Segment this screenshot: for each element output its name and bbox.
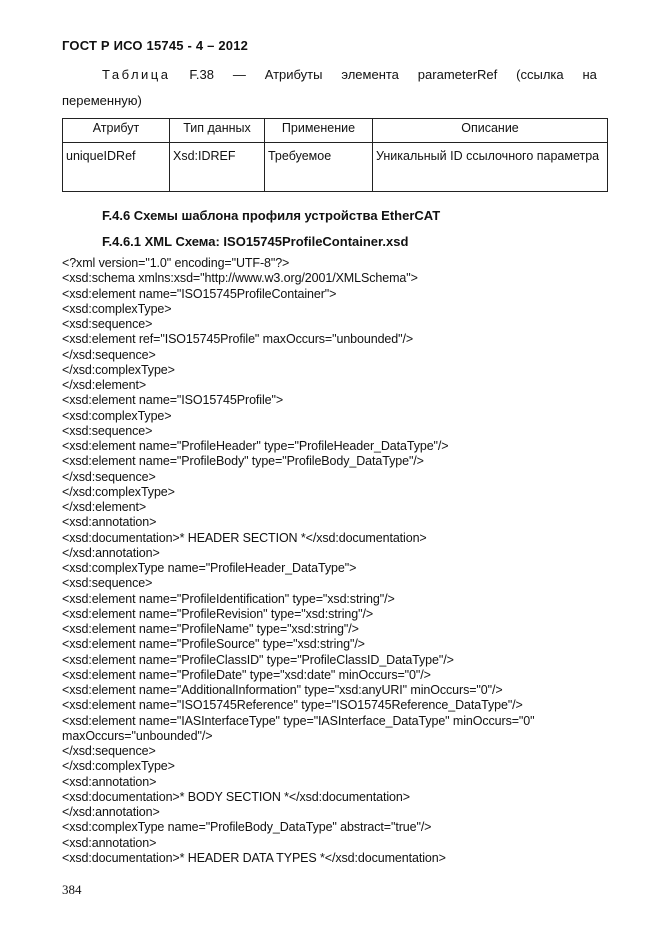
code-line: <xsd:element ref="ISO15745Profile" maxOccurs="unbounded"/> xyxy=(62,332,414,347)
table-row xyxy=(63,143,608,192)
code-line: <xsd:element name="ProfileSource" type="xsd:string"/> xyxy=(62,637,365,652)
table-caption-word: Атрибуты xyxy=(264,67,323,82)
code-line: <xsd:annotation> xyxy=(62,515,157,530)
code-line: </xsd:sequence> xyxy=(62,744,156,758)
code-line: <xsd:annotation> xyxy=(62,835,157,850)
table-caption-label: Таблица xyxy=(102,67,171,82)
code-line: </xsd:complexType> xyxy=(62,362,175,377)
code-line: <xsd:element name="ProfileClassID" type="ProfileClassID_DataType"/> xyxy=(62,652,454,667)
code-line: <xsd:documentation>* HEADER SECTION *</xsd:documentation> xyxy=(62,530,427,545)
code-line: <xsd:element name="ISO15745Reference" type="ISO15745Reference_DataType"/> xyxy=(62,698,523,713)
code-line: </xsd:annotation> xyxy=(62,545,160,560)
code-line: <xsd:sequence> xyxy=(62,317,153,331)
table-caption xyxy=(62,62,597,114)
table-header-cell: Атрибут xyxy=(63,119,170,143)
code-line: <xsd:complexType name="ProfileBody_DataType" abstract="true"/> xyxy=(62,820,432,835)
code-line: <?xml version="1.0" encoding="UTF-8"?> xyxy=(62,256,290,270)
table-caption-word: (ссылка xyxy=(516,67,564,82)
section-heading: F.4.6 Схемы шаблона профиля устройства EtherCAT xyxy=(102,208,441,223)
table-caption-continuation: переменную) xyxy=(62,93,142,108)
table-header-cell: Описание xyxy=(373,119,608,143)
code-line: <xsd:complexType name="ProfileHeader_DataType"> xyxy=(62,561,357,575)
table-caption-line xyxy=(62,62,597,88)
code-line: </xsd:sequence> xyxy=(62,347,156,362)
code-line: <xsd:complexType> xyxy=(62,301,172,316)
table-cell: Требуемое xyxy=(265,143,373,192)
code-line: maxOccurs="unbounded"/> xyxy=(62,728,213,743)
code-line: </xsd:element> xyxy=(62,378,147,392)
code-line: </xsd:complexType> xyxy=(62,484,175,499)
code-line: <xsd:element name="ISO15745Profile"> xyxy=(62,393,284,408)
code-line: <xsd:element name="ProfileName" type="xsd:string"/> xyxy=(62,622,359,636)
code-line: </xsd:element> xyxy=(62,500,147,514)
attribute-table xyxy=(62,118,608,192)
code-line: <xsd:element name="AdditionalInformation" type="xsd:anyURI" minOccurs="0"/> xyxy=(62,683,503,697)
subsection-heading: F.4.6.1 XML Схема: ISO15745ProfileContainer.xsd xyxy=(102,234,409,249)
table-caption-dash: — xyxy=(232,67,246,82)
code-line: <xsd:element name="IASInterfaceType" type="IASInterface_DataType" minOccurs="0" xyxy=(62,713,535,728)
table-header-row xyxy=(63,119,608,143)
code-line: </xsd:sequence> xyxy=(62,469,156,484)
code-line: </xsd:annotation> xyxy=(62,805,160,819)
code-line: <xsd:element name="ProfileHeader" type="ProfileHeader_DataType"/> xyxy=(62,439,449,453)
code-line: <xsd:documentation>* HEADER DATA TYPES *</xsd:documentation> xyxy=(62,850,446,865)
table-caption-number: F.38 xyxy=(189,67,214,82)
code-line: <xsd:annotation> xyxy=(62,774,157,789)
code-line: <xsd:complexType> xyxy=(62,408,172,423)
code-line: <xsd:element name="ProfileDate" type="xsd:date" minOccurs="0"/> xyxy=(62,667,431,682)
table-cell: Уникальный ID ссылочного параметра xyxy=(373,143,608,192)
table-caption-word: элемента xyxy=(341,67,399,82)
table-header-cell: Тип данных xyxy=(170,119,265,143)
table-cell: uniqueIDRef xyxy=(63,143,170,192)
code-line: <xsd:documentation>* BODY SECTION *</xsd:documentation> xyxy=(62,789,410,804)
code-line: <xsd:element name="ProfileBody" type="ProfileBody_DataType"/> xyxy=(62,454,424,469)
table-header-cell: Применение xyxy=(265,119,373,143)
code-line: <xsd:schema xmlns:xsd="http://www.w3.org/2001/XMLSchema"> xyxy=(62,271,418,286)
code-line: <xsd:element name="ProfileRevision" type="xsd:string"/> xyxy=(62,606,374,621)
code-line: <xsd:element name="ISO15745ProfileContainer"> xyxy=(62,286,337,301)
table-caption-word: на xyxy=(582,67,597,82)
xml-schema-listing xyxy=(62,256,602,866)
code-line: </xsd:complexType> xyxy=(62,759,175,774)
table-cell: Xsd:IDREF xyxy=(170,143,265,192)
table-caption-word: parameterRef xyxy=(417,67,498,82)
code-line: <xsd:sequence> xyxy=(62,576,153,591)
page-number: 384 xyxy=(62,882,82,897)
document-standard-header: ГОСТ Р ИСО 15745 - 4 – 2012 xyxy=(62,38,249,53)
code-line: <xsd:sequence> xyxy=(62,423,153,438)
code-line: <xsd:element name="ProfileIdentification" type="xsd:string"/> xyxy=(62,591,395,606)
